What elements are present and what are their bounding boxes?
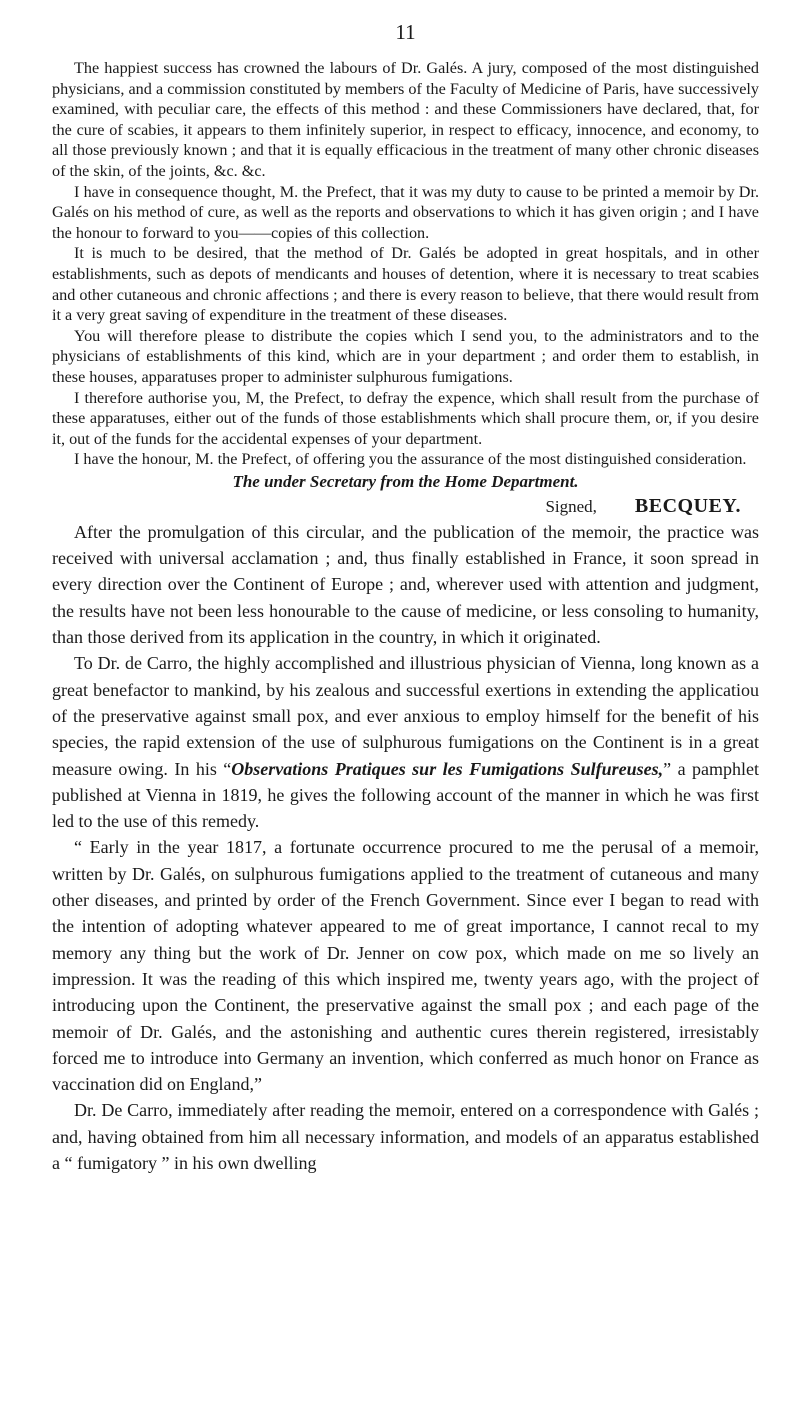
page-number: 11 — [395, 20, 416, 44]
letter-paragraph: I have in consequence thought, M. the Prefect, that it was my duty to cause to be printed a memoir by Dr. Galés on his method of cure, as well as the reports and observations to which it has given origin ; and I have the honour to forward to you——copies of this collection. — [52, 182, 759, 242]
pamphlet-title: Observations Pratiques sur les Fumigations Sulfureuses, — [231, 758, 664, 779]
signatory-name: BECQUEY. — [634, 494, 741, 517]
quotation-paragraph: “ Early in the year 1817, a fortunate occurrence procured to me the perusal of a memoir, written by Dr. Galés, on sulphurous fumigations applied to the treatment of cutaneous and many other diseases, and printed by order of the French Government. Since ever I began to read with the intention of adopting whatever appeared to me of great importance, I cannot recal to my memory any thing but the work of Dr. Jenner on cow pox, which made on me so lively an impression. It was the reading of this which inspired me, twenty years ago, with the project of introducing upon the Continent, the preservative against the small pox ; and each page of the memoir of Dr. Galés, and the astonishing and authentic cures therein registered, irresistably forced me to introduce into Germany an invention, which conferred as much honor on France as vaccination did on England,” — [52, 837, 759, 1095]
circular-letter — [52, 58, 759, 470]
letter-paragraph: I therefore authorise you, M, the Prefect, to defray the expence, which shall result from the purchase of these apparatuses, either out of the funds of those establishments which shall procure them, or, if you desire it, out of the funds for the accidental expenses of your department. — [52, 388, 759, 448]
body-paragraph: After the promulgation of this circular, and the publication of the memoir, the practice was received with universal acclamation ; and, thus finally established in France, it soon spread in every direction over the Continent of Europe ; and, wherever used with attention and judgment, the results have not been less honourable to the cause of medicine, or less consoling to humanity, than those derived from its application in the country, in which it originated. — [52, 521, 759, 648]
signature-line — [52, 494, 759, 519]
letter-paragraph: I have the honour, M. the Prefect, of offering you the assurance of the most distinguished consideration. — [74, 450, 747, 469]
letter-paragraph: It is much to be desired, that the method of Dr. Galés be adopted in great hospitals, and in other establishments, such as depots of mendicants and houses of detention, where it is necessary to treat scabies and other cutaneous and chronic affections ; and there is every reason to believe, that there would result from it a very great saving of expenditure in the treatment of these diseases. — [52, 244, 759, 325]
signature-title: The under Secretary from the Home Department. — [232, 471, 579, 491]
body-text-span: ” a pamphlet published at Vienna in 1819, he gives the following account of the manner in which he was first led to the use of this remedy. — [52, 758, 759, 832]
letter-paragraph: The happiest success has crowned the labours of Dr. Galés. A jury, composed of the most distinguished physicians, and a commission constituted by members of the Faculty of Medicine of Paris, have successively examined, with peculiar care, the effects of this method : and these Commissioners have declared, that, for the cure of scabies, it appears to them infinitely superior, in respect to efficacy, innocence, and economy, to all those previously known ; and that it is equally efficacious in the treatment of many other chronic diseases of the skin, of the joints, &c. &c. — [52, 59, 759, 180]
body-paragraph: Dr. De Carro, immediately after reading the memoir, entered on a correspondence with Galés ; and, having obtained from him all necessary information, and models of an apparatus established a “ fumigatory ” in his own dwelling — [52, 1100, 759, 1173]
body-text — [52, 519, 759, 1176]
body-paragraph — [52, 650, 759, 834]
letter-paragraph: You will therefore please to distribute the copies which I send you, to the administrators and to the physicians of establishments of this kind, which are in your department ; and order them to establish, in these houses, apparatuses proper to administer sulphurous fumigations. — [52, 326, 759, 386]
signed-label: Signed, — [545, 496, 597, 516]
body-text-span: To Dr. de Carro, the highly accomplished and illustrious physician of Vienna, long known as a great benefactor to mankind, by his zealous and successful exertions in extending the applicatiou of the preservative against small pox, and ever anxious to employ himself for the benefit of his species, the rapid extension of the use of sulphurous fumigations on the Continent is in a great measure owing. In his “ — [52, 653, 759, 779]
